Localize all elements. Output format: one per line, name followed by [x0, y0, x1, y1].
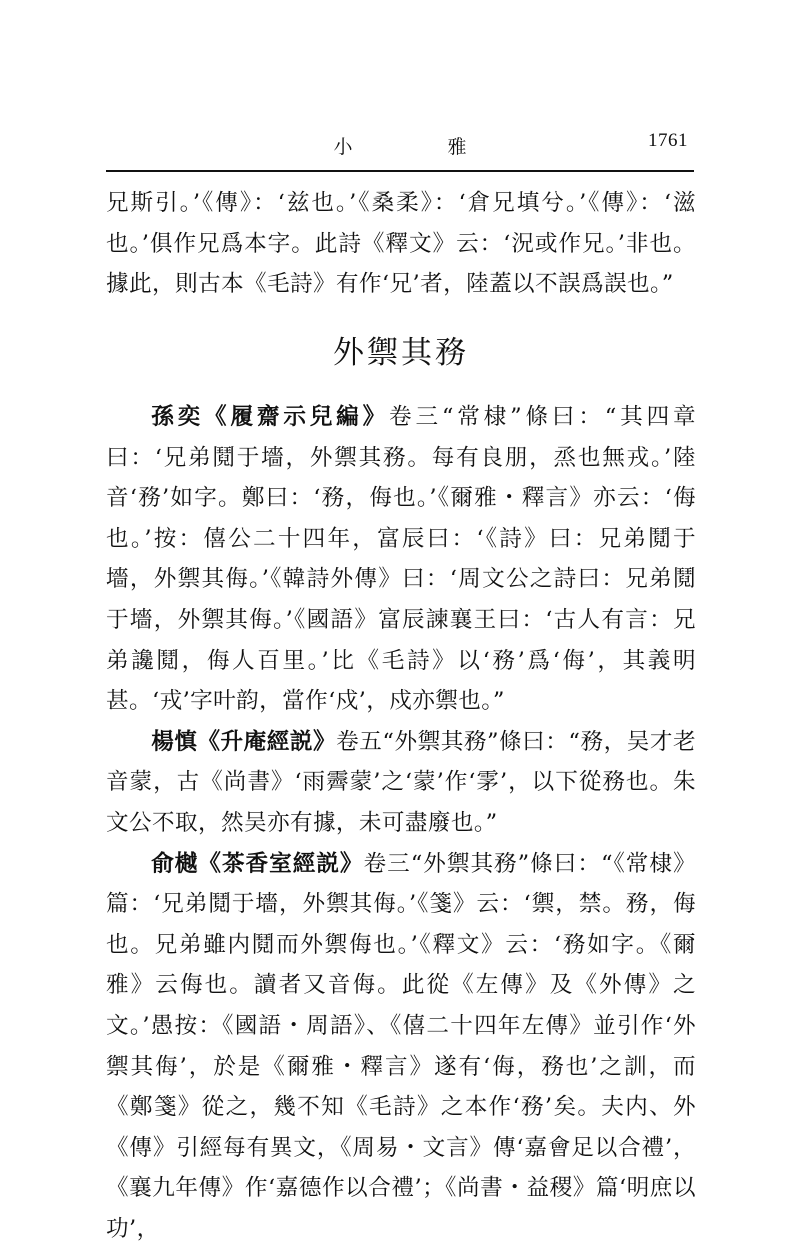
section-body: [106, 397, 696, 1249]
running-title: 小 雅: [333, 136, 505, 158]
paragraph-sun-yi: [106, 397, 696, 722]
book-title: 《履齋示兒編》: [204, 404, 390, 430]
paragraph-yu-yue: [106, 844, 696, 1249]
book-title: 《茶香室經説》: [198, 850, 364, 877]
author-name: 楊慎: [151, 728, 198, 755]
paragraph-text: 卷三“常棣”條曰：“其四章曰：‘兄弟鬩于墻，外禦其務。每有良朋，烝也無戎。’陸音‘務’如字。鄭曰：‘務，侮也。’《爾雅・釋言》亦云：‘侮也。’按：僖公二十四年，富辰曰：‘《詩》曰：兄弟鬩于墻，外禦其侮。’《韓詩外傳》曰：‘周文公之詩曰：兄弟鬩于墻，外禦其侮。’《國語》富辰諫襄王曰：‘古人有言：兄弟讒鬩，侮人百里。’比《毛詩》以‘務’爲‘侮’，其義明甚。‘戎’字叶韵，當作‘戍’，戍亦禦也。”: [106, 404, 696, 715]
continuation-paragraph: [106, 183, 696, 305]
paragraph-text: 卷五“外禦其務”條曰：“務，吴才老音蒙，古《尚書》‘雨霽蒙’之‘蒙’作‘雺’，以下從務也。朱文公不取，然吴亦有據，未可盡廢也。”: [106, 728, 696, 836]
paragraph-yang-shen: [106, 722, 696, 844]
author-name: 俞樾: [151, 850, 199, 877]
running-header: [106, 120, 694, 172]
page-number: 1761: [648, 130, 688, 151]
book-title: 《升庵經説》: [197, 728, 337, 755]
author-name: 孫奕: [151, 404, 205, 430]
continuation-text: 兄斯引。’《傳》：‘兹也。’《桑柔》：‘倉兄填兮。’《傳》：‘滋也。’俱作兄爲本字。此詩《釋文》云：‘況或作兄。’非也。據此，則古本《毛詩》有作‘兄’者，陸蓋以不誤爲誤也。”: [106, 190, 696, 298]
paragraph-text: 卷三“外禦其務”條曰：“《常棣》篇：‘兄弟鬩于墻，外禦其侮。’《箋》云：‘禦，禁。務，侮也。兄弟雖内鬩而外禦侮也。’《釋文》云：‘務如字。《爾雅》云侮也。讀者又音侮。此從《左傳》及《外傳》之文。’愚按：《國語・周語》、《僖二十四年左傳》並引作‘外禦其侮’，於是《爾雅・釋言》遂有‘侮，務也’之訓，而《鄭箋》從之，幾不知《毛詩》之本作‘務’矣。夫内、外《傳》引經每有異文，《周易・文言》傳‘嘉會足以合禮’，《襄九年傳》作‘嘉德作以合禮’；《尚書・益稷》篇‘明庶以功’，: [106, 850, 696, 1242]
section-heading: 外禦其務: [333, 335, 469, 371]
